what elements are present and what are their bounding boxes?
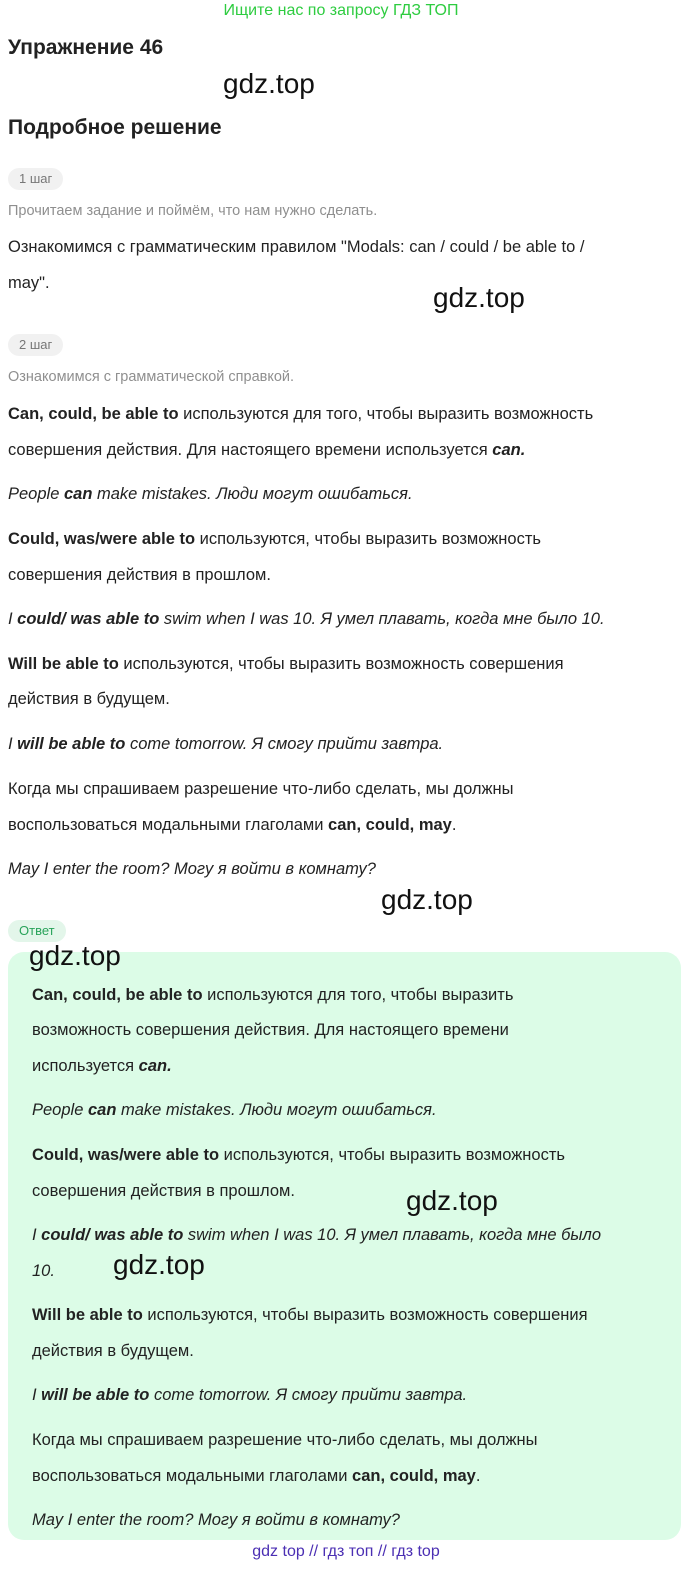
answer-example-line: 10. xyxy=(32,1262,55,1280)
term: Could, was/were able to xyxy=(32,1146,220,1164)
footer-separator: // xyxy=(373,1543,392,1560)
answer-line: действия в будущем. xyxy=(32,1342,194,1360)
step-badge-1: 1 шаг xyxy=(8,168,63,190)
answer-example-line: May I enter the room? Могу я войти в комнату? xyxy=(32,1511,400,1529)
example-line: I will be able to come tomorrow. Я смогу прийти завтра. xyxy=(8,735,444,753)
watermark: gdz.top xyxy=(381,884,473,915)
watermark: gdz.top xyxy=(29,940,121,971)
footer-separator: // xyxy=(304,1543,323,1560)
explanation-line: действия в будущем. xyxy=(8,690,170,708)
explanation-line: Could, was/were able to используются, чтобы выразить возможность xyxy=(8,530,541,548)
explanation-line: Can, could, be able to используются для того, чтобы выразить возможность xyxy=(8,405,594,423)
term: can. xyxy=(138,1057,172,1075)
term: Can, could, be able to xyxy=(32,986,203,1004)
answer-line: совершения действия в прошлом. xyxy=(32,1182,295,1200)
answer-line: Когда мы спрашиваем разрешение что-либо сделать, мы должны xyxy=(32,1431,538,1449)
answer-line: используется can. xyxy=(32,1057,172,1075)
footer-link[interactable]: гдз топ xyxy=(322,1543,374,1560)
term: Could, was/were able to xyxy=(8,530,196,548)
answer-line: Could, was/were able to используются, чтобы выразить возможность xyxy=(32,1146,565,1164)
term: can, could, may xyxy=(328,816,452,834)
explanation-line: воспользоваться модальными глаголами can, could, may. xyxy=(8,816,457,834)
footer-link[interactable]: гдз top xyxy=(391,1543,440,1560)
answer-example-line: I could/ was able to swim when I was 10. Я умел плавать, когда мне было xyxy=(32,1226,602,1244)
search-banner: Ищите нас по запросу ГДЗ ТОП xyxy=(223,2,459,19)
answer-line: воспользоваться модальными глаголами can, could, may. xyxy=(32,1467,481,1485)
example-line: People can make mistakes. Люди могут ошибаться. xyxy=(8,485,413,503)
answer-badge: Ответ xyxy=(8,920,66,942)
step-text-line: Ознакомимся с грамматическим правилом "Modals: can / could / be able to / xyxy=(8,238,585,256)
step-badge-2: 2 шаг xyxy=(8,334,63,356)
footer-link[interactable]: gdz top xyxy=(252,1543,305,1560)
step-hint-1: Прочитаем задание и поймём, что нам нужно сделать. xyxy=(8,203,378,219)
watermark: gdz.top xyxy=(406,1185,498,1216)
answer-line: Can, could, be able to используются для того, чтобы выразить xyxy=(32,986,514,1004)
term: can, could, may xyxy=(352,1467,476,1485)
example-line: May I enter the room? Могу я войти в комнату? xyxy=(8,860,376,878)
example-line: I could/ was able to swim when I was 10. Я умел плавать, когда мне было 10. xyxy=(8,610,605,628)
step-text-line: may". xyxy=(8,274,50,292)
section-title: Подробное решение xyxy=(8,116,222,139)
answer-example-line: People can make mistakes. Люди могут ошибаться. xyxy=(32,1101,437,1119)
term: Will be able to xyxy=(8,655,119,673)
watermark: gdz.top xyxy=(433,282,525,313)
term: Can, could, be able to xyxy=(8,405,179,423)
term: Will be able to xyxy=(32,1306,143,1324)
answer-line: возможность совершения действия. Для настоящего времени xyxy=(32,1021,509,1039)
answer-line: Will be able to используются, чтобы выразить возможность совершения xyxy=(32,1306,588,1324)
page-title: Упражнение 46 xyxy=(8,36,164,59)
answer-example-line: I will be able to come tomorrow. Я смогу прийти завтра. xyxy=(32,1386,468,1404)
explanation-line: Will be able to используются, чтобы выразить возможность совершения xyxy=(8,655,564,673)
explanation-line: Когда мы спрашиваем разрешение что-либо сделать, мы должны xyxy=(8,780,514,798)
step-hint-2: Ознакомимся с грамматической справкой. xyxy=(8,369,295,385)
explanation-line: совершения действия. Для настоящего времени используется can. xyxy=(8,441,526,459)
term: can. xyxy=(492,441,526,459)
footer-links xyxy=(0,1543,692,1561)
explanation-line: совершения действия в прошлом. xyxy=(8,566,271,584)
watermark: gdz.top xyxy=(113,1249,205,1280)
watermark: gdz.top xyxy=(223,68,315,99)
